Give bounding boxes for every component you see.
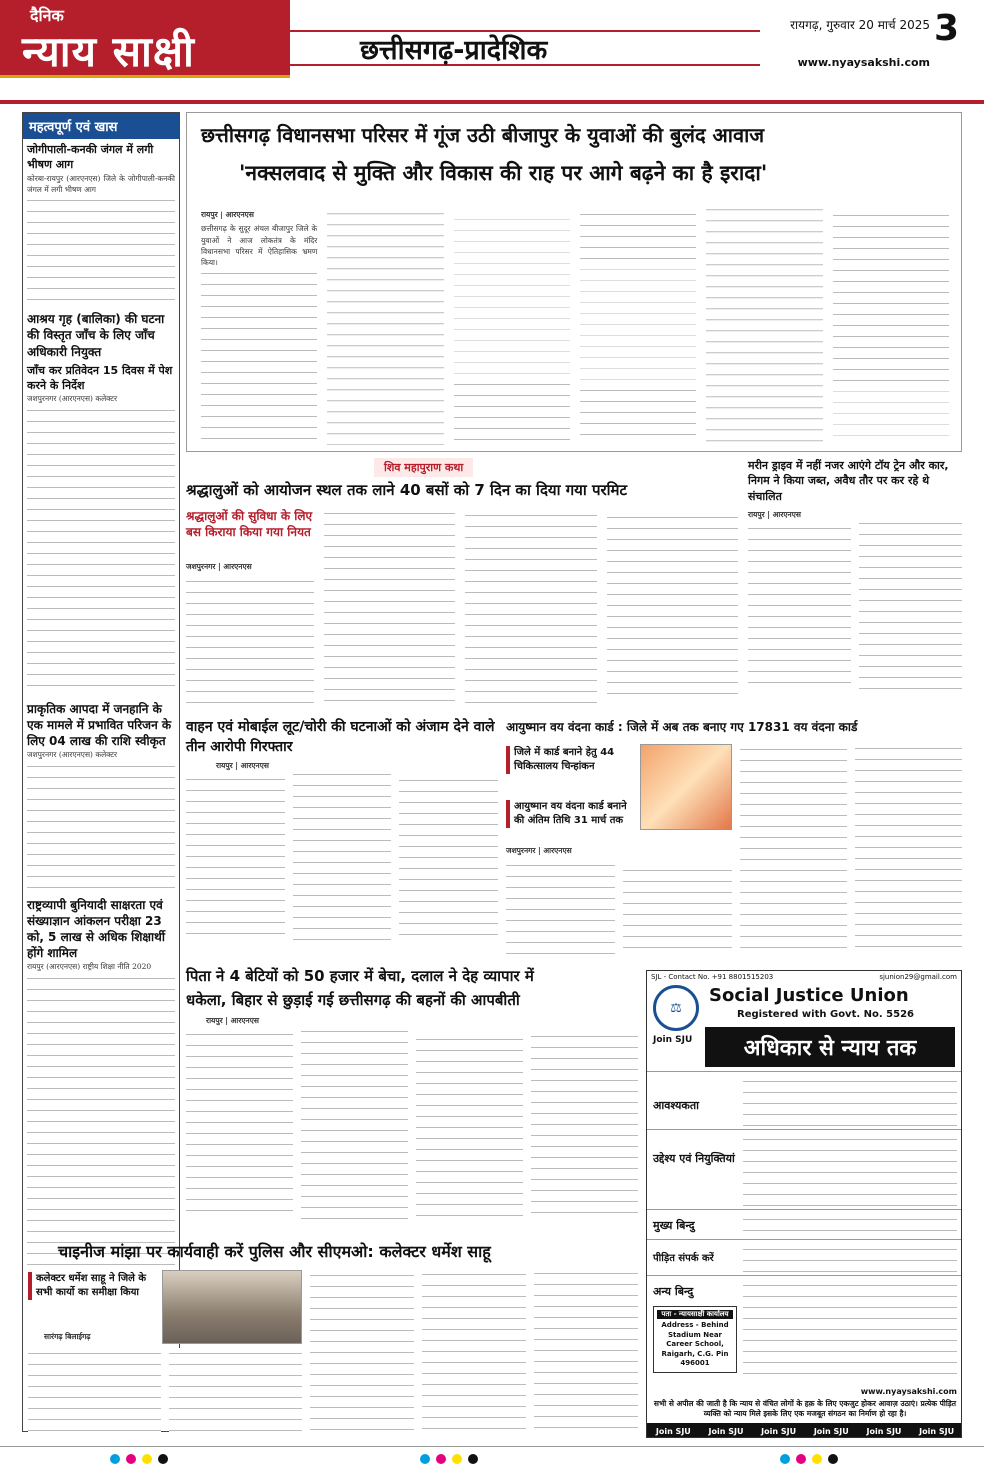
father-headline-1: पिता ने 4 बेटियों को 50 हजार में बेचा, दलाल ने देह व्यापार में xyxy=(186,967,534,985)
sju-advert xyxy=(646,970,962,1438)
sju-contact: SJL - Contact No. +91 8801515203 xyxy=(651,973,774,981)
sidebar-subhead: जाँच कर प्रतिवेदन 15 दिवस में पेश करने के निर्देश xyxy=(27,363,173,392)
section-title: छत्तीसगढ़-प्रादेशिक xyxy=(360,35,548,66)
text-lines xyxy=(324,508,738,704)
father-story xyxy=(186,966,638,1236)
drive-story xyxy=(748,458,962,708)
sidebar-body: जशपुरनगर (आरएनएस) कलेक्टर xyxy=(27,394,118,404)
sju-join-item[interactable]: Join SJU xyxy=(919,1426,955,1436)
theft-headline: वाहन एवं मोबाईल लूट/चोरी की घटनाओं को अंजाम देने वाले तीन आरोपी गिरफ्तार xyxy=(186,719,495,755)
masthead-dainik: दैनिक xyxy=(30,6,64,25)
card-byline: जशपुरनगर | आरएनएस xyxy=(506,846,572,855)
sju-join-item[interactable]: Join SJU xyxy=(708,1426,744,1436)
text-lines xyxy=(27,761,175,891)
sju-address: Address - Behind Stadium Near Career School, Raigarh, C.G. Pin 496001 xyxy=(661,1321,729,1368)
sidebar-body: रायपुर (आरएनएस) राष्ट्रीय शिक्षा नीति 2020 xyxy=(27,962,152,972)
sju-row-label: मुख्य बिन्दु xyxy=(653,1219,695,1232)
theft-story xyxy=(186,718,498,958)
drive-byline: रायपुर | आरएनएस xyxy=(748,510,801,520)
text-lines xyxy=(186,1029,638,1219)
header-rule xyxy=(0,100,984,104)
sju-row-label: आवश्यकता xyxy=(653,1099,699,1112)
card-story xyxy=(506,718,962,958)
text-lines xyxy=(27,405,175,695)
text-lines xyxy=(743,1214,957,1236)
sju-slogan: अधिकार से न्याय तक xyxy=(705,1027,955,1067)
sju-join-item[interactable]: Join SJU xyxy=(813,1426,849,1436)
bus-byline: जशपुरनगर | आरएनएस xyxy=(186,562,252,571)
sidebar xyxy=(22,112,180,1432)
sju-office-box xyxy=(653,1306,737,1373)
website-header[interactable]: www.nyaysakshi.com xyxy=(797,56,930,69)
sju-email[interactable]: sjunion29@gmail.com xyxy=(879,973,957,981)
sidebar-headline: राष्ट्रव्यापी बुनियादी साक्षरता एवं संख्याज्ञान आंकलन परीक्षा 23 को, 5 लाख से अधिक शिक्षार्थी होंगे शामिल xyxy=(27,897,165,961)
dateline: रायगढ़, गुरुवार 20 मार्च 2025 xyxy=(790,18,930,32)
manjha-byline: सारंगढ़ बिलाईगढ़ xyxy=(44,1332,91,1341)
footer-rule xyxy=(0,1446,984,1447)
text-lines xyxy=(748,523,962,693)
drive-headline: मरीन ड्राइव में नहीं नजर आएंगे टॉय ट्रेन और कार, निगम ने किया जब्त, अवैध तौर पर कर रहे थे संचालित xyxy=(748,459,949,503)
sidebar-title: महत्वपूर्ण एवं खास xyxy=(23,113,179,139)
sju-join-item[interactable]: Join SJU xyxy=(761,1426,797,1436)
registration-marks xyxy=(420,1454,478,1464)
lead-story xyxy=(186,112,962,452)
masthead-logo xyxy=(0,0,290,78)
lead-byline: रायपुर | आरएनएस xyxy=(201,210,254,219)
sju-website[interactable]: www.nyaysakshi.com xyxy=(860,1387,957,1396)
masthead-name: न्याय साक्षी xyxy=(22,27,195,76)
father-byline: रायपुर | आरएनएस xyxy=(206,1016,259,1025)
sju-join-strip xyxy=(647,1423,962,1438)
manjha-headline: चाइनीज मांझा पर कार्यवाही करें पुलिस और सीएमओ: कलेक्टर धर्मेश साहू xyxy=(58,1242,491,1261)
sju-join-item[interactable]: Join SJU xyxy=(655,1426,691,1436)
text-lines xyxy=(740,744,962,954)
text-lines xyxy=(186,774,498,944)
sju-office-label: पता - न्यायसाक्षी कार्यालय xyxy=(657,1310,733,1319)
sju-name: Social Justice Union xyxy=(709,985,909,1006)
card-photo xyxy=(640,744,732,830)
text-lines xyxy=(28,1348,302,1436)
theft-byline: रायपुर | आरएनएस xyxy=(216,761,269,771)
sju-row-label: अन्य बिन्दु xyxy=(653,1285,694,1298)
sju-join-item[interactable]: Join SJU xyxy=(866,1426,902,1436)
registration-marks xyxy=(780,1454,838,1464)
bus-subhead: श्रद्धालुओं की सुविधा के लिए बस किराया किया गया नियत xyxy=(186,509,313,540)
lead-body: छत्तीसगढ़ के सुदूर अंचल बीजापुर जिले के युवाओं ने आज लोकतंत्र के मंदिर विधानसभा परिसर में ऐतिहासिक भ्रमण किया। xyxy=(201,224,318,267)
text-lines xyxy=(743,1280,957,1382)
father-headline-2: धकेला, बिहार से छुड़ाई गई छत्तीसगढ़ की बहनों की आपबीती xyxy=(186,991,520,1009)
manjha-story xyxy=(22,1240,638,1440)
sidebar-body: कोरबा-रायपुर (आरएनएस) जिले के जोगीपाली-कनकी जंगल में लगी भीषण आग xyxy=(27,173,175,194)
lead-headline-1: छत्तीसगढ़ विधानसभा परिसर में गूंज उठी बीजापुर के युवाओं की बुलंद आवाज xyxy=(201,123,765,147)
sju-row-label: उद्देश्य एवं नियुक्तियां xyxy=(653,1152,735,1165)
text-lines xyxy=(310,1270,638,1436)
bus-headline: श्रद्धालुओं को आयोजन स्थल तक लाने 40 बसों को 7 दिन का दिया गया परमिट xyxy=(186,481,628,499)
registration-marks xyxy=(110,1454,168,1464)
text-lines xyxy=(743,1076,957,1128)
card-subhead-1: जिले में कार्ड बनाने हेतु 44 चिकित्सालय चिन्हांकन xyxy=(506,746,634,774)
text-lines xyxy=(743,1134,957,1206)
lead-headline-2: 'नक्सलवाद से मुक्ति और विकास की राह पर आगे बढ़ने का है इरादा' xyxy=(239,161,768,185)
card-subhead-2: आयुष्मान वय वंदना कार्ड बनाने की अंतिम तिथि 31 मार्च तक xyxy=(506,800,634,828)
text-lines xyxy=(186,576,314,704)
sidebar-headline: प्राकृतिक आपदा में जनहानि के एक मामले में प्रभावित परिजन के लिए 04 लाख की राशि स्वीकृत xyxy=(27,701,172,749)
text-lines xyxy=(27,973,175,1273)
sju-footer: सभी से अपील की जाती है कि न्याय से वंचित लोगों के हक़ के लिए एकजुट होकर आवाज़ उठाएं। प्रत्येक पीड़ित व्यक्ति को न्याय मिले इसके लिए एक मजबूत संगठन का निर्माण हो रहा है। xyxy=(653,1399,957,1419)
sidebar-body: जशपुरनगर (आरएनएस) कलेक्टर xyxy=(27,750,118,760)
sju-row-label: पीड़ित संपर्क करें xyxy=(653,1253,714,1264)
page-number: 3 xyxy=(934,8,960,49)
sju-join-top[interactable]: Join SJU xyxy=(653,1035,693,1045)
bus-kicker: शिव महापुराण कथा xyxy=(374,458,473,477)
sju-emblem: ⚖ xyxy=(653,985,699,1031)
sidebar-headline: जोगीपाली-कनकी जंगल में लगी भीषण आग xyxy=(27,143,154,171)
text-lines xyxy=(506,860,732,954)
manjha-subhead: कलेक्टर धर्मेश साहू ने जिले के सभी कार्यो का समीक्षा किया xyxy=(28,1272,156,1300)
sju-reg: Registered with Govt. No. 5526 xyxy=(737,1009,914,1020)
bus-story xyxy=(186,458,738,708)
text-lines xyxy=(27,195,175,305)
card-headline: आयुष्मान वय वंदना कार्ड : जिले में अब तक बनाए गए 17831 वय वंदना कार्ड xyxy=(506,720,858,734)
sidebar-headline: आश्रय गृह (बालिका) की घटना की विस्तृत जाँच के लिए जाँच अधिकारी नियुक्त xyxy=(27,312,165,359)
text-lines xyxy=(743,1244,957,1272)
manjha-photo xyxy=(162,1270,302,1344)
